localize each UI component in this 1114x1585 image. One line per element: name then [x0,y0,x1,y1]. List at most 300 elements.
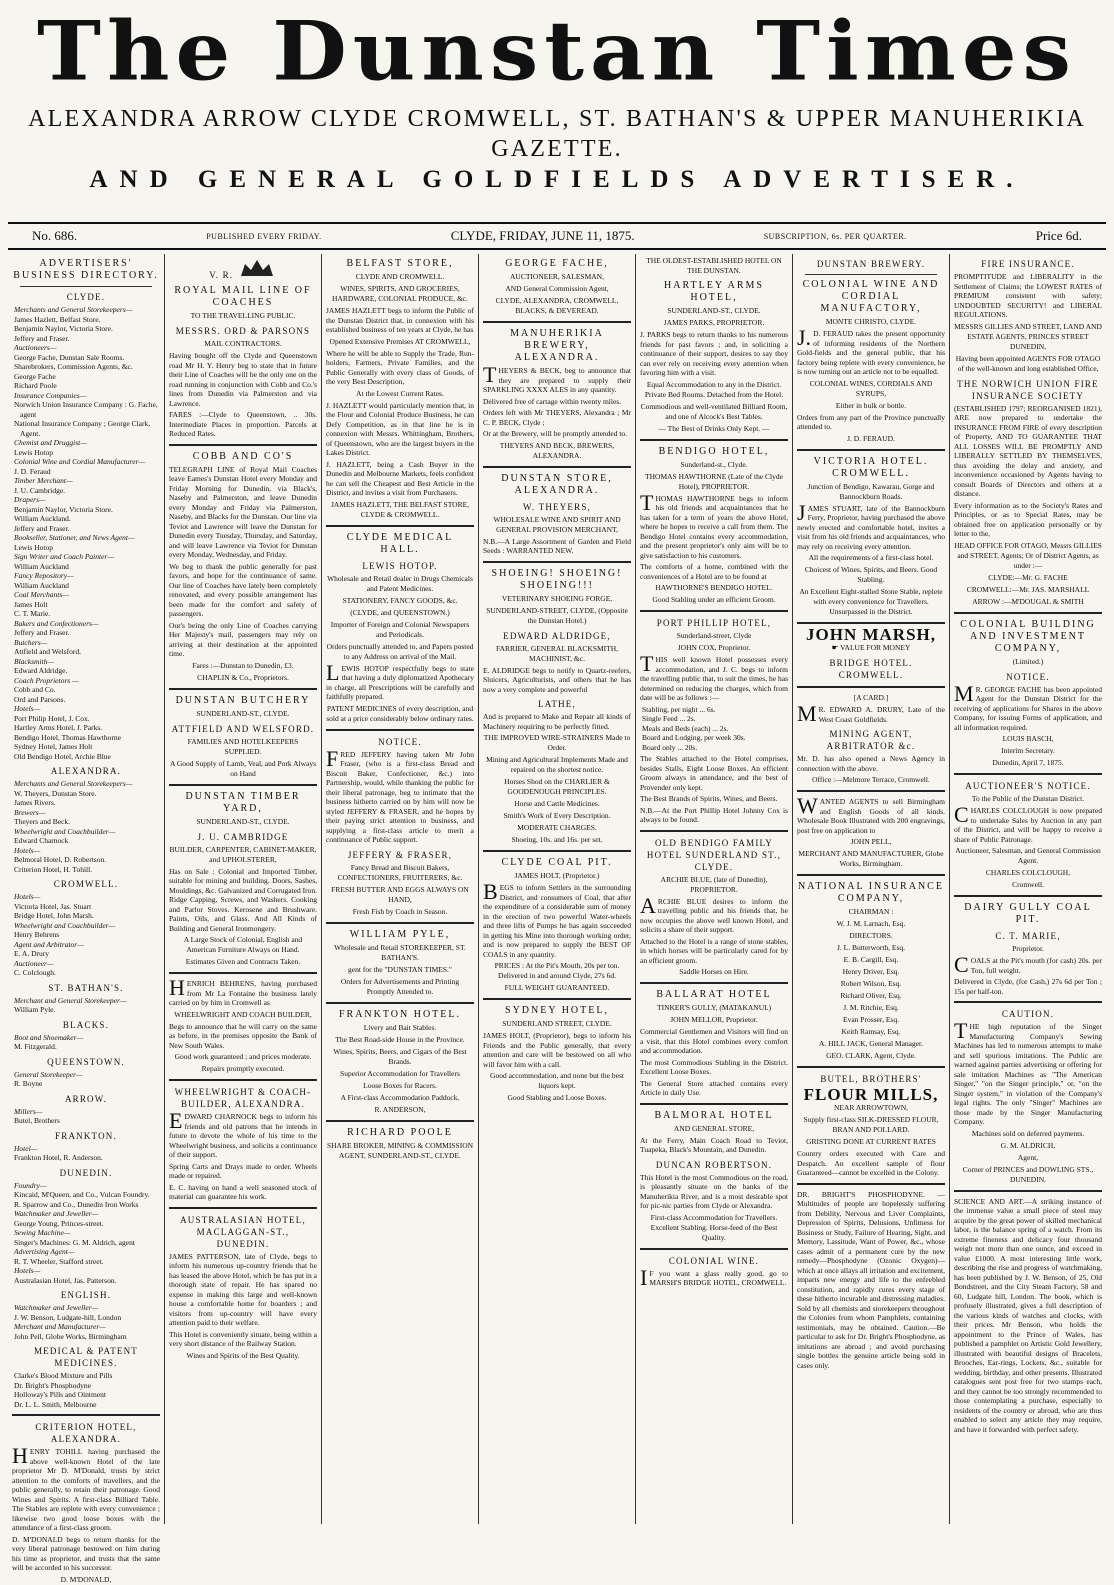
list-item: Henry Driver, Esq. [842,967,900,976]
ad-text: J. HAZLETT would particularly mention that, in the Flour and Colonial Produce Business, he can Defy Competition, as in that line he is in connexion with Messrs. Whittingham, Brothers, of Queenstown, who are the largest buyers in the Lakes District. [326,400,474,457]
ad-address: TINKER'S GULLY, (MATAKANUI.) [656,1003,772,1012]
ad-text: JOHN MELLOR, Proprietor. [670,1015,758,1024]
column-4 [479,254,636,1524]
ad-text: A Good Supply of Lamb, Veal, and Pork Always on Hand [169,758,317,778]
ad-text: Cromwell. [1012,880,1044,889]
ad-heading: BUTEL, BROTHERS' [820,1074,922,1084]
ad-text: Auctioneer, Salesman, and General Commission Agent. [955,846,1101,865]
ad-text: The Stables attached to the Hotel comprises, besides Stalls, Eight Loose Boxes. An efficient Groom always in attendance, and the best of Provender only kept. [640,754,788,792]
ad-heading: CRITERION HOTEL, ALEXANDRA. [35,1422,137,1444]
ad-text: Saddle Horses on Hire. [679,967,749,976]
masthead [8,2,1106,196]
ad-text: (Limited.) [1012,656,1044,666]
list-item: Hotels— [14,704,41,713]
ad-text: Horse and Cattle Medicines. [514,799,600,808]
list-item: Dr. L. L. Smith, Melbourne [14,1399,97,1409]
ad-text: AUCTIONEER, SALESMAN, [510,272,604,281]
ad-text: Horses Shod on the CHARLIER & GOODENOUGH PRINCIPLES. [504,777,610,796]
ad-heading: EDWARD ALDRIDGE, [503,630,611,641]
ad-text: JAMES HAZLETT begs to inform the Public of the Dunstan District that, in connexion with his established business of ten years at Clyde, he has [326,306,474,334]
ad-heading: SYDNEY HOTEL, [505,1005,609,1016]
ad-text: CLYDE:—Mr. G. FACHE [988,572,1068,582]
list-item: W. Theyers, Dunstan Store. [14,788,97,798]
list-item: Bridge Hotel, John Marsh. [14,911,94,920]
ad-text: — The Best of Drinks Only Kept. — [658,423,770,433]
ad-text: MODERATE CHARGES. [517,823,597,832]
ad-text: PATENT MEDICINES of every description, and sold at a price considerably below ordinary rates. [326,703,474,723]
ad-text: GRISTING DONE AT CURRENT RATES [806,1137,936,1146]
ad-text: E. C. having on hand a well seasoned stock of material can guarantee his work. [169,1182,317,1201]
ad-text: J.D. FERAUD takes the present opportunity of informing residents of the Northern Gold-fields and the general public, that his factory being replete with every convenience, he is now turning out an article not to be equalled. [797,325,945,376]
town-heading: FRANKTON. [55,1130,117,1141]
list-item: A. HILL JACK, General Manager. [818,1039,924,1048]
ad-text: All the requirements of a first-class hotel. [808,553,934,562]
ad-text: THE OLDEST-ESTABLISHED HOTEL ON THE DUNSTAN. [646,256,782,275]
list-item: Ord and Parsons. [14,694,66,704]
list-item: Wheelwright and Coachbuilder— [14,826,116,836]
ad-text: Mr. D. has also opened a News Agency in connection with the above. [797,754,945,773]
ad-text: Good Stabling and Loose Boxes. [507,1093,607,1102]
ad-signature: CHARLES COLCLOUGH, [985,868,1071,877]
ad-signature: D. M'DONALD, [60,1574,112,1584]
marsh-value-line [797,643,945,653]
ad-text: At the Lowest Current Rates. [356,388,444,398]
list-item: Benjamin Naylor, Victoria Store. [14,324,113,333]
ad-text: MR. EDWARD A. DRURY, Late of the West Coast Goldfields. [797,701,945,726]
list-item: Merchant and General Storekeeper— [14,995,127,1005]
ad-text: HAWTHORNE'S BENDIGO HOTEL. [655,583,773,592]
list-item: Old Bendigo Hotel, Archie Blue [14,751,111,761]
list-item: Kincaid, M'Queen, and Co., Vulcan Foundry. [14,1190,150,1199]
ad-text: Orders for Advertisements and Printing Promptly Attended to. [340,976,460,996]
ad-heading: CAUTION. [1001,1009,1055,1019]
ad-text: The General Store attached contains every Article in daily Use. [640,1078,788,1097]
ad-text: A Large Stock of Colonial, English and American Furniture Always on Hand. [183,935,303,954]
list-item: Hotels— [14,892,41,901]
ad-text: ARCHIE BLUE, (late of Dunedin), PROPRIETOR. [660,874,768,894]
ad-text: SHARE BROKER, MINING & COMMISSION AGENT, SUNDERLAND-ST., CLYDE. [326,1140,474,1160]
ad-text: Equal Accommodation to any in the District. Private Bed Rooms. Detached from the Hotel. [644,379,784,399]
ad-text: TELEGRAPH LINE of Royal Mail Coaches leave Eames's Dunstan Hotel every Monday and Friday Morning for Dunedin, via Black's, Naseby and Palmerston, and leave Dunedin every Monday and Friday via Palmerston, Naseby, and Blacks for the Dunstan. Our line via Teviot and Lawrence will leave the Dunstan for Dunedin every Tuesday, Thursday, and Saturday, and will leave Lawrence via Teviot for Dunstan every Monday, Wednesday, and Friday. [169,464,317,559]
ad-signature: J. D. FERAUD. [847,433,895,443]
directory-list [12,1107,160,1126]
list-item: Stabling, per night ... 6s. [642,704,716,714]
town-heading: ENGLISH. [60,1290,112,1300]
list-item: J. D. Feraud [14,466,51,476]
dateline [8,222,1106,250]
list-item: Boot and Shoemaker— [14,1032,84,1042]
list-item: E. A. Drury [14,949,49,958]
masthead-subtitle-1: ALEXANDRA ARROW CLYDE CROMWELL, ST. BATHAN'S & UPPER MANUHERIKIA GAZETTE. [28,106,1086,162]
ad-text: Every information as to the Society's Rates and Principles, or as to Special Rates, may be obtained free on application personally or by letter to the, [954,500,1102,538]
ad-text: Delivered in Clyde, (for Cash,) 27s 6d per Ton ; 15s per half-ton. [954,977,1102,996]
ad-text: JAMES PARKS, PROPRIETOR. [663,318,765,327]
ad-text: An Excellent Eight-stalled Stone Stable, replete with every convenience for Travellers. Unsurpassed in the District. [799,587,943,616]
ad-heading: MINING AGENT, ARBITRATOR &c. [826,729,916,751]
list-item: Wheelwright and Coachbuilder— [14,920,116,930]
ad-address: NEAR ARROWTOWN, [833,1103,909,1112]
ad-text: This Hotel is the most Commodious on the road, is pleasantly situate on the banks of the Manuherikia River, and is a most desirable spot for pic-nic parties from Clyde or Alexandra. [640,1172,788,1210]
ad-text: Wines and Spirits of the Best Quality. [186,1350,300,1360]
ad-signature: R. ANDERSON, [374,1104,426,1114]
list-item: C. Colclough. [14,968,56,977]
ad-text: Fancy Bread and Biscuit Bakers, CONFECTIONERS, FRUITERERS, &c. [337,862,463,882]
ad-text: THOMAS HAWTHORNE (Late of the Clyde Hotel), PROPRIETOR. [645,471,783,491]
ad-heading: NOTICE. [378,736,422,747]
ad-text: Commercial Gentlemen and Visitors will find on a visit, that this Hotel combines every comfort and accommodation. [640,1027,788,1055]
ad-heading: BALMORAL HOTEL [654,1109,774,1121]
ad-text: ARROW :—M'DOUGAL & SMITH [972,596,1084,606]
ad-text: Begs to announce that he will carry on the same as before, in the premises opposite the Bank of New South Wales. [169,1021,317,1050]
ad-text: VALUE FOR MONEY [840,643,911,652]
ad-text: D. M'DONALD begs to return thanks for the very liberal patronage bestowed on him during his time as proprietor, and trusts that the same will be accorded to his successor. [12,1534,160,1572]
ad-address: CLYDE AND CROMWELL. [355,272,445,281]
list-item: Jeffery and Fraser. [14,523,70,533]
ad-text: SUNDERLAND-STREET, CLYDE, (Opposite the Dunstan Hotel.) [486,605,628,625]
subscription-note: SUBSCRIPTION, 6s. PER QUARTER. [763,231,907,241]
ad-heading: GEORGE FACHE, [505,258,609,269]
ad-text: N.B.—At the Port Phillip Hotel Johnny Cox is always to be found. [640,805,788,824]
list-item: Fancy Repository— [14,571,74,580]
list-item: Coal Merchants— [14,590,69,599]
ad-text: THEYERS & BECK, beg to announce that they are prepared to supply their SPARKLING XXXX ALES in any quantity. [483,362,631,394]
ad-text: CHARLES COLCLOUGH is now prepared to undertake Sales by Auction in any part of the District, and will be happy to receive a share of Public Patronage. [954,802,1102,844]
ad-text: Repairs promptly executed. [201,1064,285,1073]
ad-heading: OLD BENDIGO FAMILY HOTEL SUNDERLAND ST., CLYDE. [646,837,782,872]
town-heading: QUEENSTOWN. [47,1056,125,1067]
ad-text: EDWARD CHARNOCK begs to inform his friends and old patrons that he intends in future to devote the whole of his time to the Wheelwright business, and solicits a continuance of their support. [169,1108,317,1159]
directory-list [12,1181,160,1286]
list-item: Richard Poole [14,381,57,390]
ad-text: The comforts of a home, combined with the conveniences of a Hotel are to be found at [640,562,788,581]
list-item: James Hazlett, Belfast Store. [14,314,101,324]
issue-price: Price 6d. [1035,228,1082,243]
list-item: Holloway's Pills and Ointment [14,1390,106,1399]
ad-text: Orders from any part of the Province punctually attended to. [797,412,945,431]
ad-text: Wines, Spirits, Beers, and Cigars of the Best Brands. [333,1046,467,1066]
list-item: Foundry— [14,1180,47,1190]
ad-text: COLONIAL WINES, CORDIALS AND SYRUPS, [809,378,933,398]
ad-text: Fares :—Dunstan to Dunedin, £3. [192,660,294,670]
issue-date: CLYDE, FRIDAY, JUNE 11, 1875. [450,228,635,243]
list-item: Belmoral Hotel, D. Robertson. [14,855,107,864]
ad-text: HENRY TOHILL having purchased the above well-known Hotel of the late proprietor Mr D. M'Donald, trusts by strict attention to the comforts of travellers, and the public generally, to retain their patronage. Good Wines and Spirits. A first-class Billiard Table. The Stables are replete with every convenience ; likewise two good loose boxes with the attendance of a first-class groom. [12,1443,160,1532]
list-item: Edward Aldridge. [14,666,68,675]
ad-text: J. PARKS begs to return thanks to his numerous friends for past favors ; and, in soliciting a continuance of their support, desires to say they can ever rely on receiving every attention when favoring him with a visit. [640,330,788,377]
list-item: Merchants and General Storekeepers— [14,779,133,788]
ad-signature: CHAPLIN & Co., Proprietors. [197,672,289,682]
list-item: Coach Proprietors — [14,675,79,685]
ad-text: IF you want a glass really good, go to MARSH'S BRIDGE HOTEL, CROMWELL. [640,1264,788,1290]
ad-heading: RICHARD POOLE [347,1126,453,1138]
ad-text: JAMES STUART, late of the Bannockburn Ferry, Proprietor, having purchased the above newly erected and comfortable hotel, invites a visit from his old friends and acquaintances, who may rely on receiving every attention. [797,499,945,551]
ad-text: The Best Road-side House in the Province. [335,1034,465,1044]
column-2 [165,254,322,1524]
list-item: Sign Writer and Coach Painter— [14,552,114,561]
list-item: George Young, Princes-street. [14,1218,104,1228]
ad-heading: MESSRS. ORD & PARSONS [175,326,311,336]
ad-text: Has on Sale : Colonial and Imported Timber, suitable for mining and building. Doors, Sashes, Mouldings, &c. Galvanized and Corrugated Iron. Ridge Capping, Screws, and Washers. Cooking and Parlor Stoves. Kerosene and Brushware. Paints, Oils, and Glass. And All Kinds of Building and General Ironmongery. [169,866,317,933]
list-item: Attfield and Welsford. [14,647,81,656]
ad-text: CLYDE, ALEXANDRA, CROMWELL, BLACKS, & DEVEREAD. [495,296,619,315]
list-item: Jeffery and Fraser. [14,333,70,343]
ad-text: Orders punctually attended to, and Papers posted to any Address on arrival of the Mail. [326,641,474,661]
ad-signature: G. M. ALDRICH, [1000,1140,1056,1150]
ad-text: Having bought off the Clyde and Queenstown road Mr H. Y. Henry beg to state that in future their Line of Coaches will be the only one on the road running in conjunction with Cobb and Co.'s lines from Dunedin via Palmerston and via Lawrence. [169,351,317,408]
list-item: Single Feed ... 2s. [642,714,696,723]
ad-text: Where he will be able to Supply the Trade, Run-holders, Farmers, Private Families, and the Public Generally with every class of Goods, of the very Best Description, [326,348,474,386]
list-item: George Fache, Dunstan Sale Rooms. [14,352,125,362]
ad-heading: BRIDGE HOTEL. CROMWELL. [829,658,913,680]
directors-list [797,943,945,1049]
list-item: Butel, Brothers [14,1116,60,1125]
ad-text: WINES, SPIRITS, AND GROCERIES, HARDWARE, COLONIAL PRODUCE, &c. [332,284,468,303]
ad-heading: DUNSTAN STORE, ALEXANDRA. [501,472,613,496]
newspaper-page [0,2,1114,1584]
list-item: J. M. Ritchie, Esq. [843,1003,899,1012]
ad-text: A First-class Accommodation Paddock. [340,1092,460,1102]
list-item: Butchers— [14,637,48,647]
list-item: Watchmaker and Jeweller— [14,1209,99,1218]
directory-list [12,1033,160,1052]
ad-heading: WHEELWRIGHT & COACH-BUILDER, ALEXANDRA. [174,1087,312,1109]
ad-heading: THE NORWICH UNION FIRE INSURANCE SOCIETY [957,378,1099,401]
ad-text: LEWIS HOTOP respectfully begs to state that having a duly diplomatized Apothecary in charge, all Prescriptions will be carefully and faithfully prepared. [326,659,474,701]
ad-heading: CLYDE MEDICAL HALL. [346,531,454,555]
ad-text: W. J. M. Larnach, Esq. [836,919,906,928]
list-item: Hotel— [14,1143,38,1153]
ad-text: HENRICH BEHRENS, having purchased from Mr La Fontaine the business lately carried on by him in Cromwell as [169,975,317,1007]
ad-text: J. HAZLETT, being a Cash Buyer in the Dunedin and Melbourne Markets, feels confident he can sell the Cheapest and Best Article in the District, and invites a visit from Purchasers. [326,459,474,497]
list-item: Bakers and Confectioners— [14,618,99,628]
ad-text: VETERINARY SHOEING FORGE, [501,593,613,603]
ad-heading: C. T. MARIE, [995,931,1061,941]
ad-address: MONTE CHRISTO, CLYDE. [825,317,917,326]
list-item: C. T. Marie. [14,609,51,618]
town-heading: CROMWELL. [53,879,119,889]
list-item: Sharebrokers, Commission Agents, &c. [14,362,133,371]
ad-text: Proprietor. [1012,944,1044,953]
list-item: Cobb and Co. [14,685,56,694]
ad-text: Smith's Work of Every Description. [503,811,611,820]
list-item: Timber Merchant— [14,476,73,485]
list-item: James Holt [14,599,48,609]
royal-crest-icon [237,258,277,278]
ad-text: MR. GEORGE FACHE has been appointed Agent for the Dunstan District for the receiving of applications for Shares in the above Company, for issuing Forms of application, and all information required. [954,680,1102,732]
ad-text: N.B.—A Large Assortment of Garden and Field Seeds : WARRANTED NEW. [483,536,631,555]
list-item: General Storekeeper— [14,1069,83,1079]
list-item: Auctioneer— [14,958,54,968]
ad-heading: LEWIS HOTOP. [362,560,438,571]
ad-text: Having been appointed AGENTS FOR OTAGO of the well-known and long established Office, [955,353,1101,373]
list-item: Theyers and Beck. [14,817,71,826]
ad-subheading: TO THE TRAVELLING PUBLIC. [190,311,296,320]
town-heading: ARROW. [64,1093,108,1104]
ad-text: THOMAS HAWTHORNE begs to inform his old friends and acquaintances that he has taken for a term of years the above Hotel, where he hopes to receive a call from them. The Bendigo Hotel contains every accommodation, and the present proprietor's only aim will be to give satisfaction to his customers. [640,489,788,560]
list-item: Blacksmith— [14,656,54,666]
list-item: Benjamin Naylor, Victoria Store. [14,504,113,514]
ad-text: Supply first-class SILK-DRESSED FLOUR, BRAN AND POLLARD. [803,1115,939,1134]
list-item: Colonial Wine and Cordial Manufacturer— [14,457,146,466]
list-item: Jeffery and Fraser. [14,628,70,637]
ad-address: SUNDERLAND-ST., CLYDE. [196,708,290,718]
ad-heading: FRANKTON HOTEL. [338,1008,462,1020]
list-item: J. U. Cambridge. [14,485,66,495]
ad-heading: W. THEYERS, [523,501,591,512]
ad-heading: ROYAL MAIL LINE OF COACHES [174,285,312,308]
ad-heading: JOHN PELL, [850,837,892,846]
ad-heading: PORT PHILLIP HOTEL, [656,618,772,628]
ad-text: E. ALDRIDGE begs to notify to Quartz-reefers, Sluicers, Agriculturists, and others that he has now a very complete and powerful [483,665,631,694]
ad-text: GEO. CLARK, Agent, Clyde. [826,1051,916,1060]
ad-text: Choicest of Wines, Spirits, and Beers. Good Stabling. [804,565,938,584]
list-item: M. Fitzgerald. [14,1042,57,1051]
ad-heading: AUSTRALASIAN HOTEL, MACLAGGAN-ST., DUNEDIN. [180,1214,306,1249]
ad-text: FAMILIES AND HOTELKEEPERS SUPPLIED. [187,736,299,756]
ad-text: Agent, [1017,1152,1039,1162]
list-item: Meals and Beds (each) ... 2s. [642,723,729,733]
town-heading: BLACKS. [62,1019,110,1030]
column-7 [950,254,1106,1524]
ad-signature: THEYERS AND BECK, BREWERS, ALEXANDRA. [499,440,615,460]
directory-list [12,892,160,978]
ad-heading: COLONIAL BUILDING AND INVESTMENT COMPANY, [960,618,1096,654]
ad-text: WHOLESALE WINE AND SPIRIT AND GENERAL PROVISION MERCHANT, [493,514,621,534]
ad-text: And is prepared to Make and Repair all kinds of Machinery requiring to be perfectly fitted. [483,712,631,731]
ad-text: Delivered free of cartage within twenty miles. [483,396,622,406]
ad-text: STATIONERY, FANCY GOODS, &c. [342,595,458,605]
ad-text: JAMES HOLT, (Proprietor.) [514,871,600,880]
ad-text: Fresh Fish by Coach in Season. [352,906,448,916]
list-item: Norwich Union Insurance Company : G. Fache, agent [14,400,158,419]
ad-text: AND GENERAL STORE, [673,1123,755,1133]
hand-pointer-icon: ☛ [831,643,839,652]
ad-text: Machines sold on deferred payments. [971,1128,1085,1138]
ad-text: Good work guaranteed ; and prices moderate. [174,1052,312,1061]
ad-text: Junction of Bendigo, Kawarau, Gorge and Bannockburn Roads. [807,481,935,501]
ad-text: Importer of Foreign and Colonial Newspapers and Periodicals. [330,619,470,639]
list-item: John Pell, Globe Works, Birmingham [14,1331,127,1341]
ad-heading: BALLARAT HOTEL [656,989,772,1000]
ad-heading: BELFAST STORE, [346,258,454,269]
ad-text: SCIENCE AND ART.—A striking instance of the immense value a small piece of steel may acquire by the great power of skilled mechanical labor, is the balance spring of a watch. From its extreme fineness and delicacy four thousand weigh not more than one ounce, and exceed in value £1000. A most interesting little work, describing the rise and progress of watchmaking, has been published by J. W. Benson, of 25, Old Bondstreet, and the City Steam Factory, 58 and 60, Ludgate hill, London. The book, which is profusely illustrated, gives a full description of the various kinds of watches and clocks, with their prices. Mr Benson, who holds the appointment to the Prince of Wales, has published a pamphlet on Artistic Gold Jewellery, illustrated with beautiful designs of Bracelets, Brooches, Ear-rings, Lockets, &c., suitable for wedding, birthday, and other presents. Illustrated catalogues sent post free for two stamps each, and they cannot be too strongly recommended to those contemplating a purchase, especially to residents of the country or abroad, who are thus enabled to select any article they may require, and have it forwarded with perfect safety. [954,1196,1102,1434]
list-item: William Auckland. [14,514,71,523]
ad-heading: MANUHERIKIA BREWERY, ALEXANDRA. [510,328,604,363]
ad-heading: COBB AND CO'S [192,450,294,462]
columns [8,254,1106,1584]
ad-text: Or at the Brewery, will be promptly attended to. [483,429,628,438]
list-item: J. L. Butterworth, Esq. [836,943,906,952]
list-item: Robert Wilson, Esq. [840,979,902,988]
ad-text: Wholesale and Retail STOREKEEPER, ST. BATHAN'S. [334,942,466,962]
list-item: Criterion Hotel, H. Tohill. [14,864,93,874]
ad-text: CROMWELL:—Mr. JAS. MARSHALL [966,584,1090,594]
ad-text: PROMPTITUDE and LIBERALITY in the Settlement of Claims; the LOWEST RATES of PREMIUM consistent with safety; UNDOUBTED SECURITY! and LIBERAL REGULATIONS. [954,272,1102,319]
ad-heading: DUNSTAN BUTCHERY [175,694,311,706]
masthead-title: The Dunstan Times [37,3,1077,100]
ad-text: Country orders executed with Care and Despatch. An excellent sample of flour Guaranteed—cannot be excelled in the Colony. [797,1149,945,1177]
ad-heading: HARTLEY ARMS HOTEL, [664,280,764,303]
list-item: E. B. Cargill, Esq. [843,955,899,964]
ad-heading: NOTICE. [1006,671,1050,682]
ad-heading: J. U. CAMBRIDGE [197,831,289,842]
ad-text: THE IMPROVED WIRE-STRAINERS Made to Order. [483,733,631,752]
list-item: Board only ... 20s. [642,742,698,752]
ad-address: Sunderland-st., Clyde. [680,459,748,469]
ad-text: JOHN COX, Proprietor. [677,643,751,652]
ad-heading: WHEELWRIGHT AND COACH BUILDER, [174,1009,312,1019]
masthead-subtitle-2: AND GENERAL GOLDFIELDS ADVERTISER. [89,166,1025,193]
list-item: Board and Lodging, per week 30s. [642,733,746,742]
ad-text: The most Commodious Stabling in the District. Excellent Loose Boxes. [640,1057,788,1076]
ad-address: SUNDERLAND-ST., CLYDE. [196,816,290,826]
ad-text: CHAIRMAN : [848,907,894,916]
list-item: Lewis Hotop [14,542,53,552]
ad-signature: LOUIS BASCH, [1002,734,1054,743]
ad-text: FRED JEFFERY having taken Mr John Fraser, (who is a first-class Bread and Biscuit Baker, Confectioner, &c.) into Partnership, would, while thanking the public for their liberal patronage, beg to intimate that the business hitherto carried on by him will now be styled JEFFERY & FRASER, and he hopes by their paying strict attention to business, and supplying a first-class article to merit a continuance of Public support. [326,745,474,844]
list-item: Richard Oliver, Esq. [840,991,902,1000]
ad-heading: BENDIGO HOTEL, [658,445,770,457]
directory-list [12,1371,160,1409]
list-item: Dr. Bright's Phosphodyne [14,1380,91,1390]
ad-text: FRESH BUTTER AND EGGS ALWAYS ON HAND, [331,884,469,904]
town-heading: ST. BATHAN'S. [48,982,124,993]
directory-list [12,1070,160,1089]
directory-list [12,305,160,761]
ad-heading: COLONIAL WINE AND CORDIAL MANUFACTORY, [802,279,940,314]
ad-heading: SHOEING! SHOEING! SHOEING!!! [491,567,623,591]
ad-text: To the Public of the Dunstan District. [971,794,1085,803]
list-item: Millers— [14,1106,43,1116]
list-item: Chemist and Druggist— [14,438,87,447]
ad-text: At the Ferry, Main Coach Road to Teviot, Tuapeka, Black's Mountain, and Dunedin. [640,1135,788,1154]
list-item: Bookseller, Stationer, and News Agent— [14,533,135,542]
ad-text: Livery and Bait Stables. [363,1022,437,1032]
list-item: Frankton Hotel, R. Anderson. [14,1153,103,1162]
list-item: Singer's Machines: G. M. Aldrich, agent [14,1237,135,1247]
list-item: Merchant and Manufacturer— [14,1322,106,1331]
list-item: Advertising Agent— [14,1247,75,1256]
ad-text: Attached to the Hotel is a range of stone stables, in which horses will be particularly cared for by an efficient groom. [640,936,788,965]
ad-text: AND General Commission Agent, [505,284,609,293]
ad-text: Estimates Given and Contracts Taken. [185,957,301,966]
ad-address: Sunderland-street, Clyde [676,631,752,640]
ad-text: Our's being the only Line of Coaches carrying Her Majesty's mail, passengers may rely on arriving at their destination at the appointed time. [169,620,317,658]
ad-text: DR. BRIGHT'S PHOSPHODYNE. — Multitudes of people are hopelessly suffering from Debility, Nervous and Liver Complaints, Depression of Spirits, Delusions, Unfitness for Business or Study, Failure of Hearing, Sight, and Memory, Lassitude, Want of Power, &c., whose cases admit of a permanent cure by the new remedy—Phosphodyne (Ozonic Oxygen)—which at once allays all irritation and excitement, imparts new energy and life to the enfeebled constitution, and rapidly cures every stage of these hitherto incurable and distressing maladies. Sold by all chemists and storekeepers throughout the Colonies from whom Pamphlets, containing testimonials, may be obtained. Caution.—Be particular to ask for Dr. Bright's Phosphodyne, as imitations are abroad ; and avoid purchasing single bottles the genuine article being sold in cases only. [797,1189,945,1370]
ad-heading: DUNSTAN BREWERY. [816,259,926,269]
published-note: PUBLISHED EVERY FRIDAY. [206,231,322,241]
ad-text: DIRECTORS. [849,931,893,940]
column-5 [636,254,793,1524]
ad-heading: JEFFERY & FRASER, [347,849,453,860]
list-item: Clarke's Blood Mixture and Pills [14,1371,113,1380]
ad-text: MERCHANT AND MANUFACTURER, Globe Works, Birmingham. [798,849,944,868]
ad-text: FULL WEIGHT GUARANTEED. [504,983,610,992]
vr-initials: V. R. [209,270,234,280]
list-item: Lewis Hotop [14,447,53,457]
ad-address: Corner of PRINCES and DOWLING STS., DUNEDIN. [962,1164,1094,1184]
list-item: Drapers— [14,495,46,504]
ad-heading: DUNSTAN TIMBER YARD, [185,790,301,814]
ad-heading: WILLIAM PYLE, [349,928,451,940]
column-6 [793,254,950,1524]
ad-signature: JAMES HAZLETT, THE BELFAST STORE, CLYDE & CROMWELL. [330,499,470,519]
ad-text: THIS well known Hotel possesses every accommodation, and J. C. begs to inform the travelling public that, to suit the times, he has determined on reducing the charges, which from date will be as follows :— [640,651,788,702]
ad-text: JAMES PATTERSON, late of Clyde, begs to inform his numerous up-country friends that he has leased the above Hotel, which he has put in a thorough state of repair. He has spared no expense in making this large and well-known house a comfortable home for boarders ; and visitors from up-country will have every attention paid to their welfare. [169,1251,317,1327]
list-item: Evan Prosser, Esq. [843,1015,899,1024]
ad-heading: FLOUR MILLS, [803,1085,939,1104]
ad-subheading: MAIL CONTRACTORS. [204,339,282,348]
